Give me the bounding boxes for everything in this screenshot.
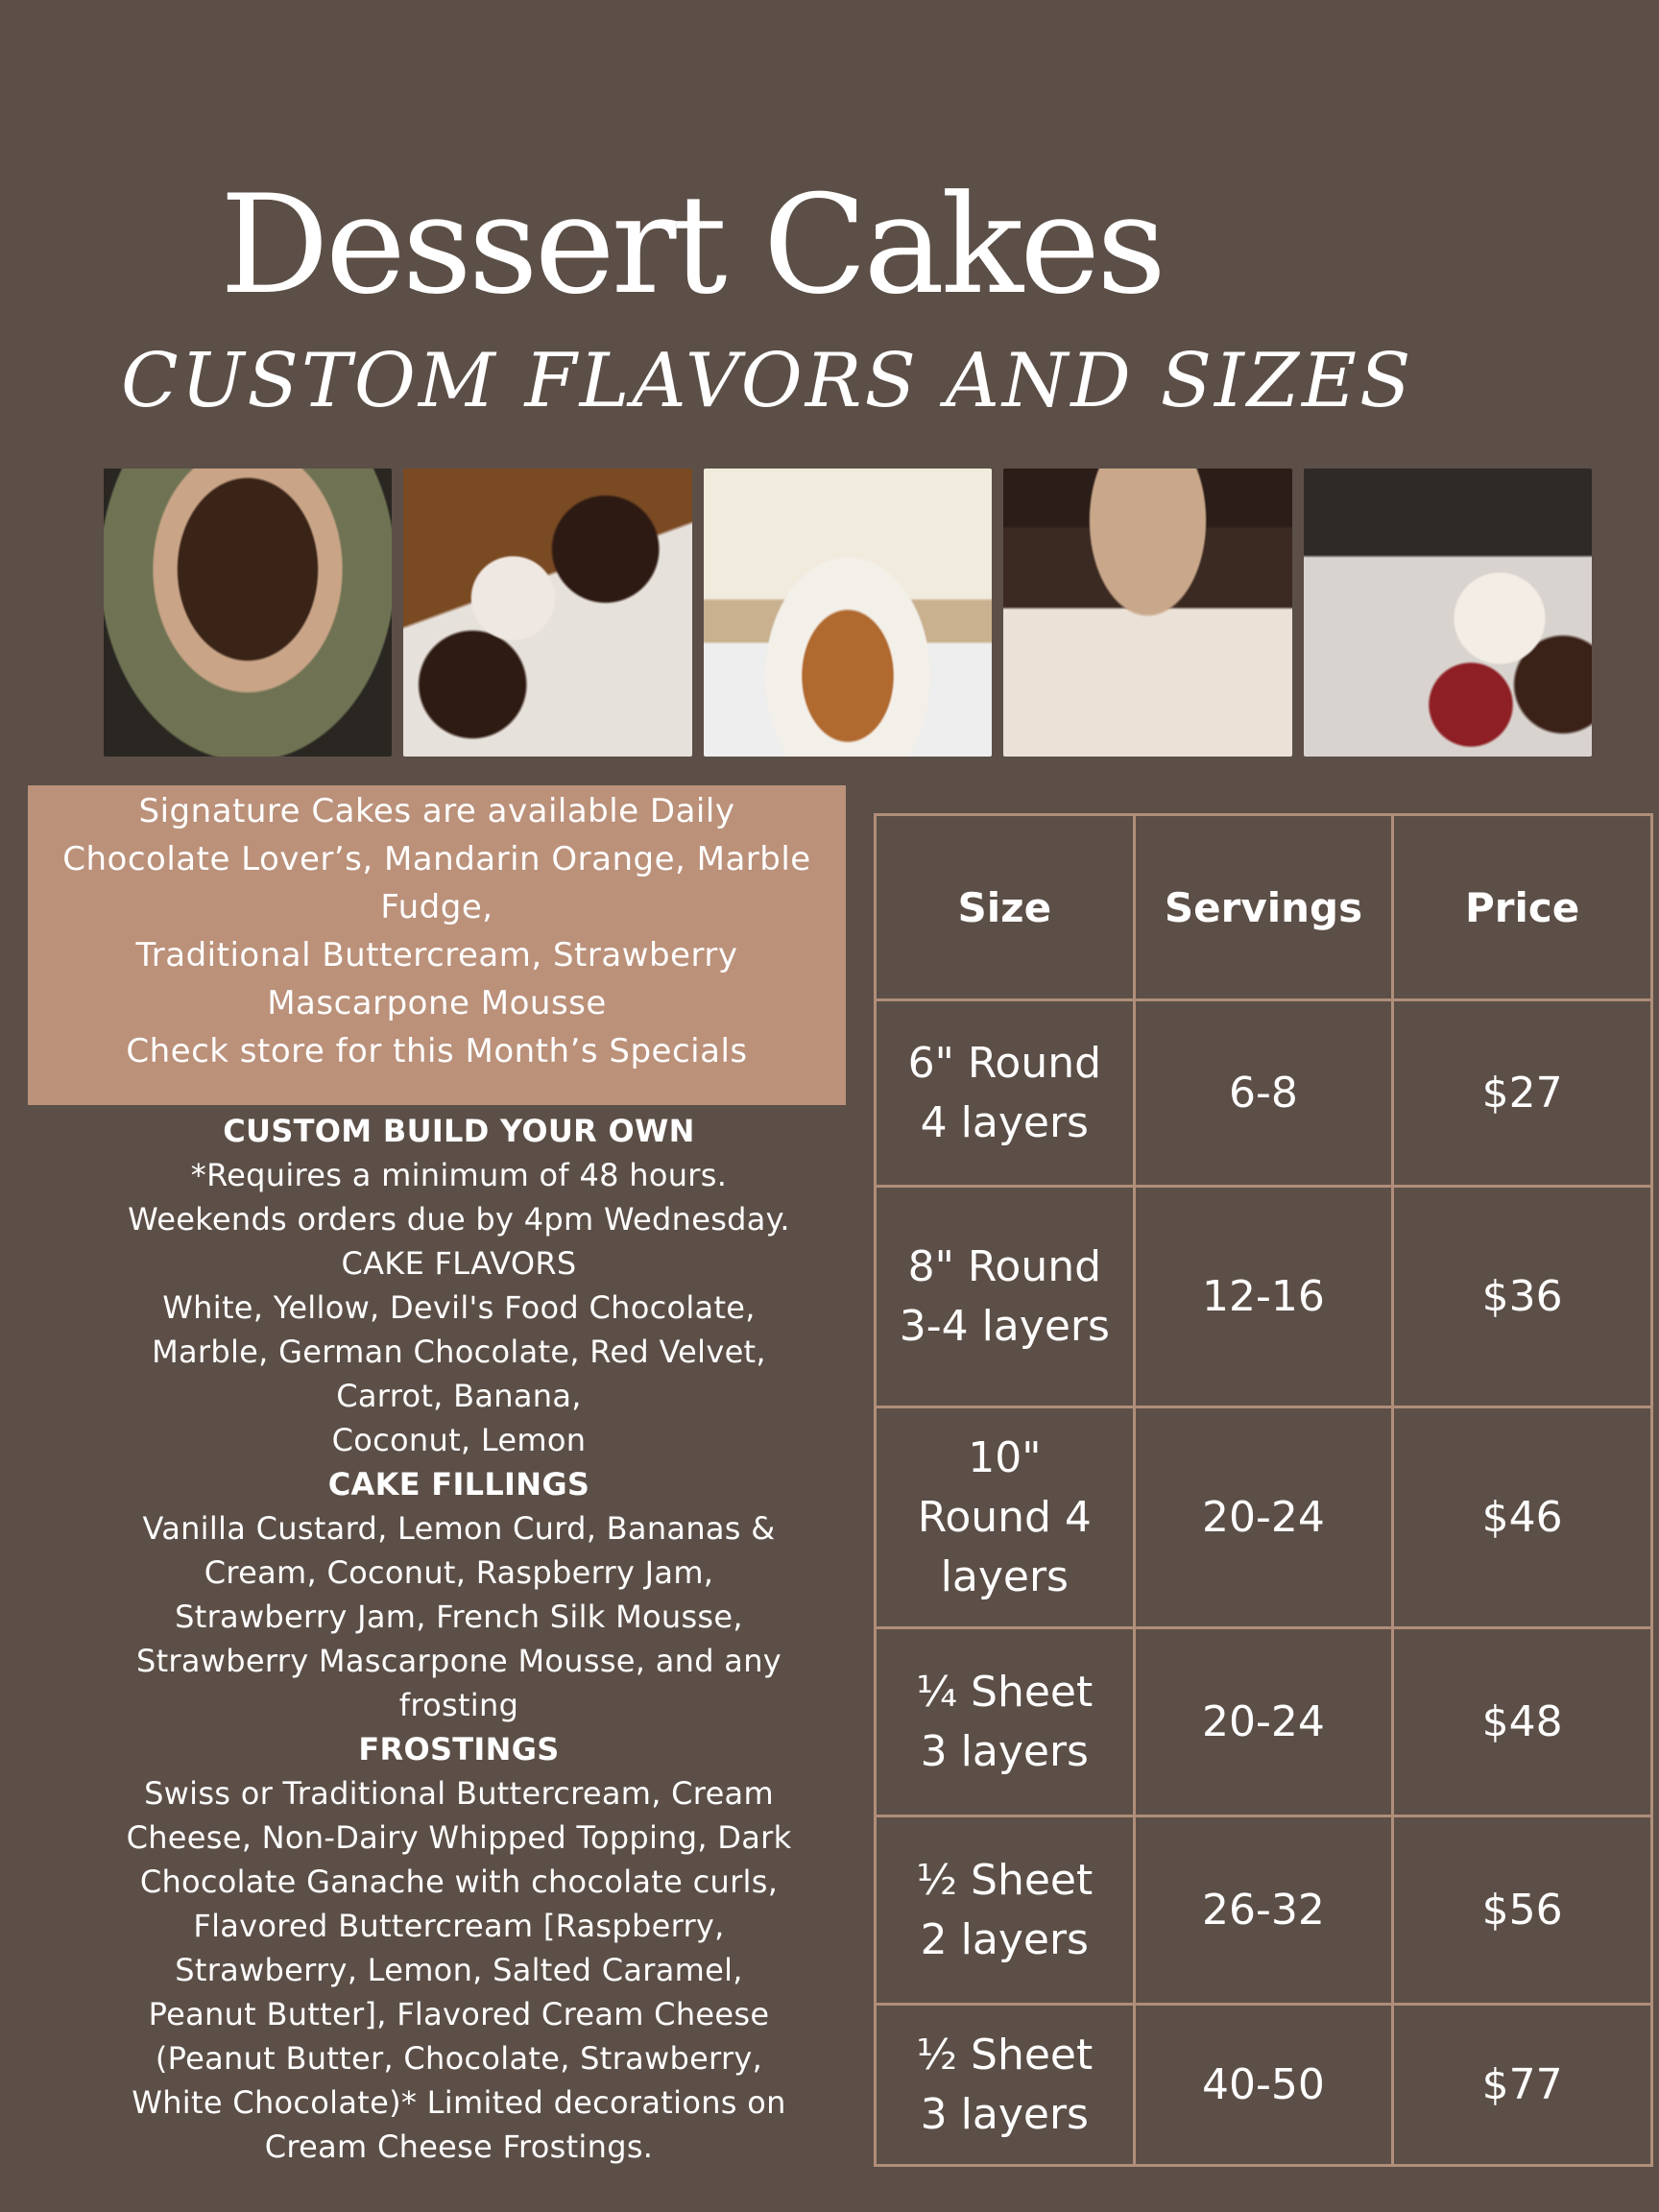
size-line: 3 layers (920, 2089, 1089, 2139)
frostings-line: Flavored Buttercream [Raspberry, (193, 1908, 725, 1944)
servings-header: Servings (1134, 815, 1393, 1000)
size-line: ½ Sheet (916, 2030, 1094, 2080)
size-header: Size (876, 815, 1135, 1000)
flavors-line: Marble, German Chocolate, Red Velvet, (152, 1334, 766, 1370)
fillings-line: Strawberry Mascarpone Mousse, and any (135, 1643, 782, 1679)
fillings-line: frosting (398, 1687, 519, 1723)
size-line: Round 4 (917, 1492, 1092, 1542)
flavors-line: White, Yellow, Devil's Food Chocolate, (162, 1289, 756, 1326)
servings-cell: 26-32 (1134, 1816, 1393, 2005)
signature-line: Mascarpone Mousse (267, 984, 607, 1022)
size-cell (876, 1628, 1135, 1816)
table-row (876, 1816, 1652, 2005)
size-line: 8" Round (907, 1241, 1102, 1291)
signature-cakes-box (28, 785, 846, 1105)
table-header-row (876, 815, 1652, 1000)
size-cell (876, 1407, 1135, 1628)
table-row (876, 2005, 1652, 2166)
frostings-line: Swiss or Traditional Buttercream, Cream (144, 1775, 774, 1812)
photo-strip (104, 469, 1592, 757)
frostings-line: Cream Cheese Frostings. (264, 2128, 654, 2165)
size-cell (876, 1000, 1135, 1187)
chocolate-ganache-cake-photo (104, 469, 392, 757)
size-cell (876, 1187, 1135, 1407)
carrot-sheet-cake-photo (704, 469, 992, 757)
table-row (876, 1187, 1652, 1407)
flavors-heading: CAKE FLAVORS (341, 1245, 577, 1282)
frostings-line: (Peanut Butter, Chocolate, Strawberry, (155, 2040, 763, 2077)
size-line: 6" Round (907, 1038, 1102, 1088)
table-row (876, 1000, 1652, 1187)
frostings-line: White Chocolate)* Limited decorations on (132, 2084, 786, 2121)
custom-heading: CUSTOM BUILD YOUR OWN (223, 1113, 695, 1149)
price-cell: $46 (1393, 1407, 1652, 1628)
servings-cell: 20-24 (1134, 1628, 1393, 1816)
servings-cell: 40-50 (1134, 2005, 1393, 2166)
fillings-line: Vanilla Custard, Lemon Curd, Bananas & (142, 1510, 776, 1547)
custom-note: Weekends orders due by 4pm Wednesday. (128, 1201, 790, 1238)
flavors-line: Carrot, Banana, (336, 1378, 582, 1414)
price-cell: $48 (1393, 1628, 1652, 1816)
frostings-line: Strawberry, Lemon, Salted Caramel, (175, 1952, 743, 1988)
chocolate-drip-cake-photo (1003, 469, 1291, 757)
cupcakes-photo (1304, 469, 1592, 757)
size-line: 2 layers (920, 1914, 1089, 1964)
signature-line: Traditional Buttercream, Strawberry (135, 936, 738, 974)
table-row (876, 1407, 1652, 1628)
frostings-line: Cheese, Non-Dairy Whipped Topping, Dark (126, 1819, 792, 1856)
price-cell: $27 (1393, 1000, 1652, 1187)
frostings-line: Chocolate Ganache with chocolate curls, (139, 1863, 779, 1900)
size-line: ¼ Sheet (916, 1667, 1094, 1717)
fillings-heading: CAKE FILLINGS (327, 1466, 590, 1503)
fillings-line: Strawberry Jam, French Silk Mousse, (175, 1599, 743, 1635)
servings-cell: 12-16 (1134, 1187, 1393, 1407)
signature-line: Check store for this Month’s Specials (126, 1032, 748, 1070)
frostings-heading: FROSTINGS (358, 1731, 560, 1767)
frostings-line: Peanut Butter], Flavored Cream Cheese (148, 1996, 770, 2032)
servings-cell: 20-24 (1134, 1407, 1393, 1628)
page-subtitle: CUSTOM FLAVORS AND SIZES (121, 338, 1414, 424)
signature-line: Fudge, (380, 888, 493, 926)
price-table (874, 813, 1653, 2167)
custom-build-section (58, 1109, 860, 2169)
price-cell: $56 (1393, 1816, 1652, 2005)
size-line: 3-4 layers (899, 1301, 1110, 1351)
price-header: Price (1393, 815, 1652, 1000)
table-row (876, 1628, 1652, 1816)
size-line: ½ Sheet (916, 1855, 1094, 1905)
page-title: Dessert Cakes (219, 166, 1163, 325)
cake-pops-photo (403, 469, 691, 757)
price-cell: $36 (1393, 1187, 1652, 1407)
size-line: 10" (968, 1432, 1042, 1482)
servings-cell: 6-8 (1134, 1000, 1393, 1187)
size-line: layers (940, 1551, 1069, 1601)
signature-line: Signature Cakes are available Daily (138, 792, 735, 830)
signature-line: Chocolate Lover’s, Mandarin Orange, Marble (62, 840, 811, 878)
fillings-line: Cream, Coconut, Raspberry Jam, (204, 1554, 714, 1591)
size-cell (876, 2005, 1135, 2166)
custom-note: *Requires a minimum of 48 hours. (190, 1157, 728, 1193)
price-cell: $77 (1393, 2005, 1652, 2166)
size-line: 3 layers (920, 1726, 1089, 1776)
flavors-line: Coconut, Lemon (331, 1422, 587, 1458)
size-line: 4 layers (920, 1097, 1089, 1147)
size-cell (876, 1816, 1135, 2005)
